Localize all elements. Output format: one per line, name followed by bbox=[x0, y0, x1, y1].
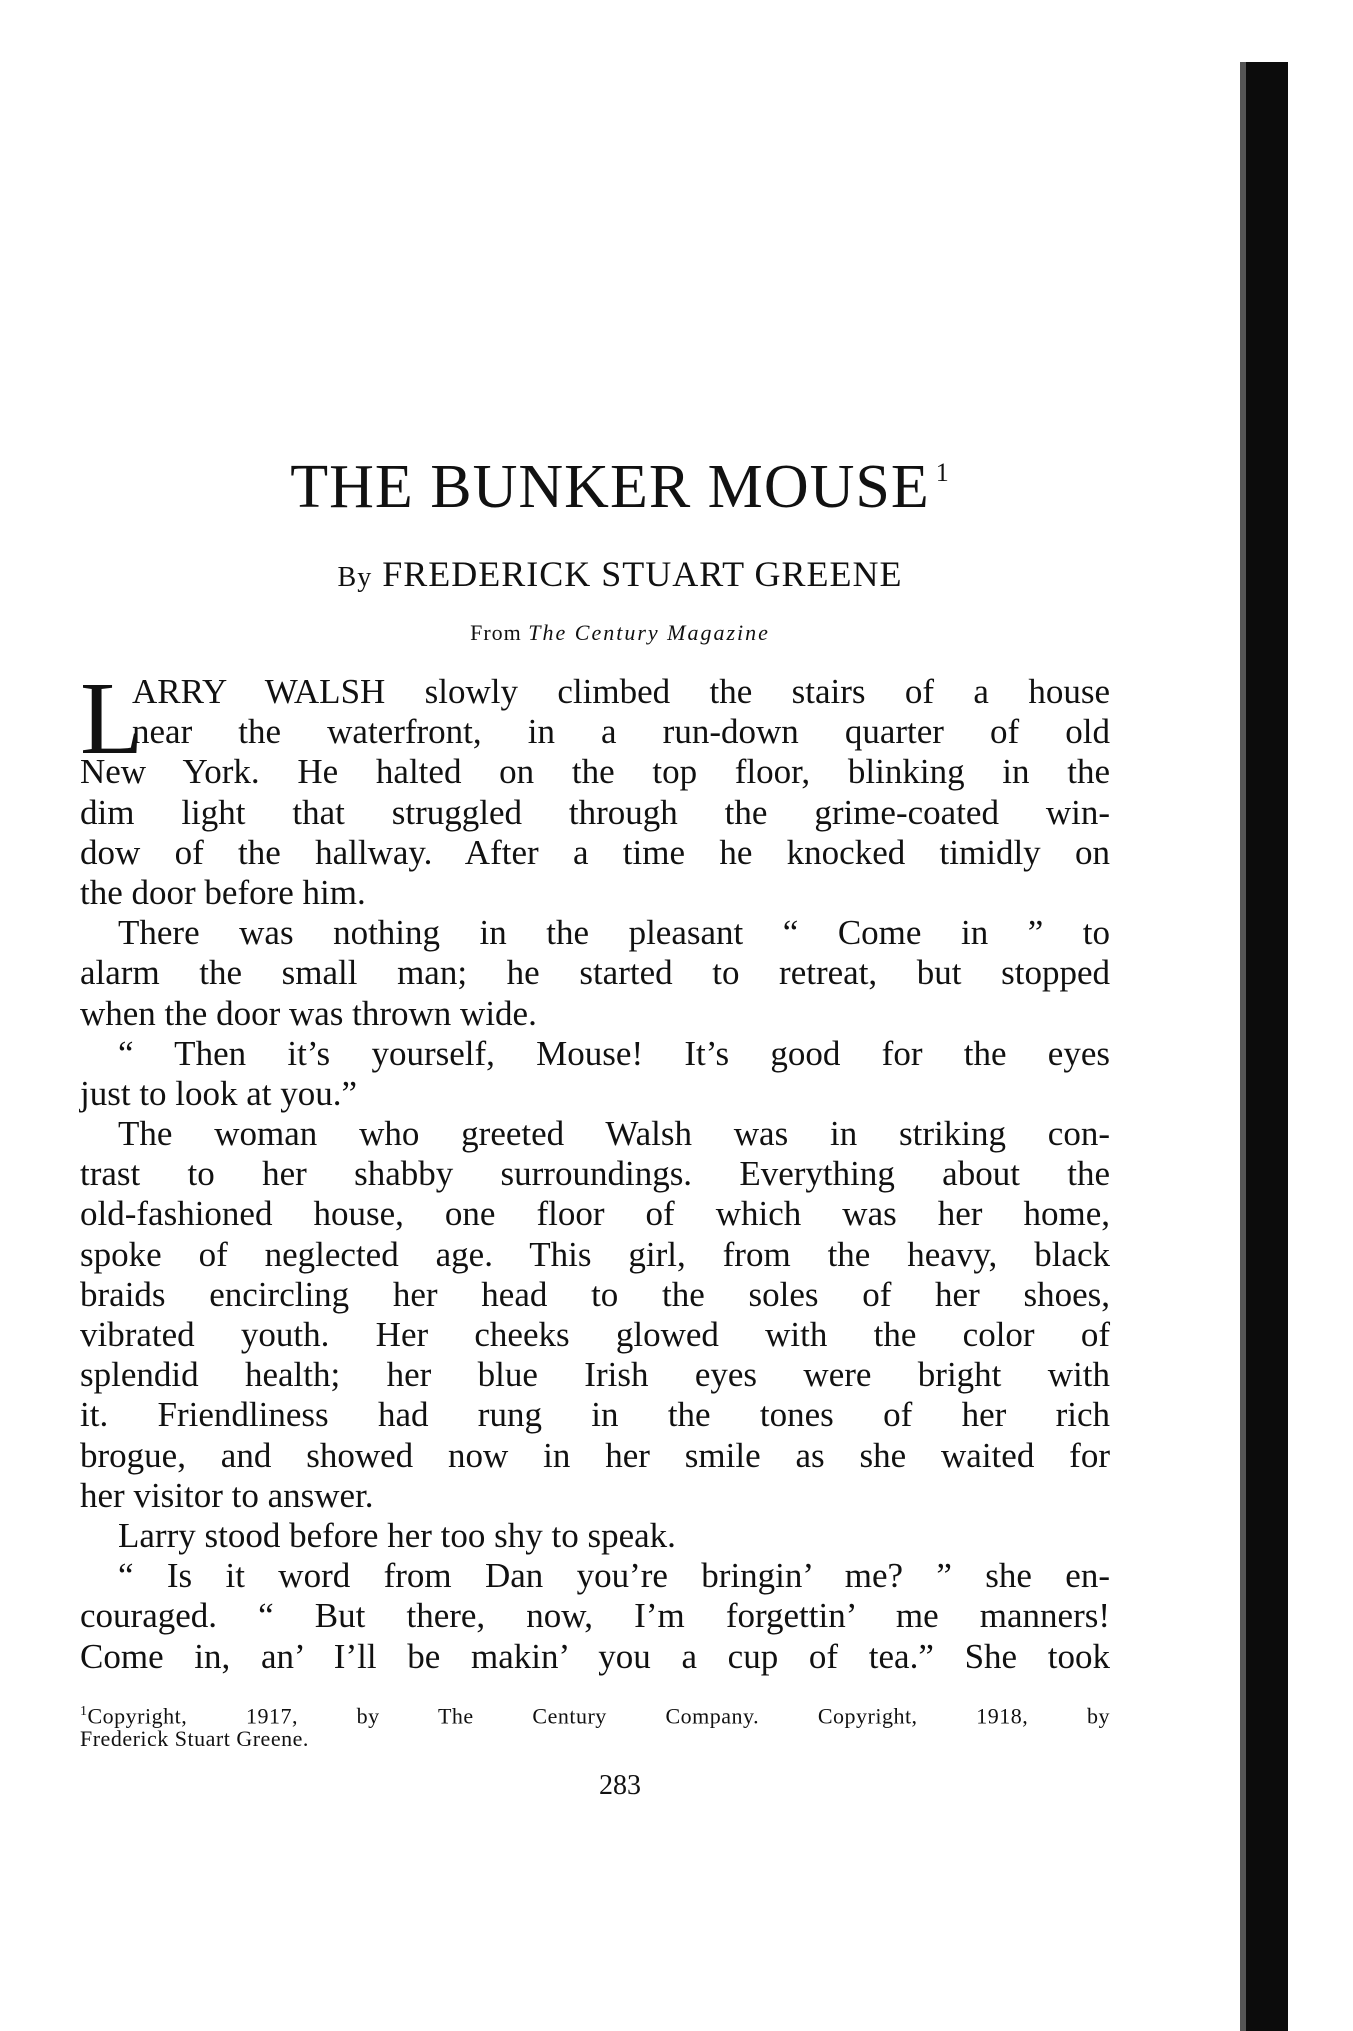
page-number: 283 bbox=[599, 1770, 641, 1801]
byline-by: By bbox=[337, 562, 373, 593]
footnote-line-1 bbox=[80, 1700, 1110, 1727]
text-line: Come in, an’ I’ll be makin’ you a cup of tea.” She took bbox=[80, 1636, 1110, 1676]
text-line: near the waterfront, in a run-down quarter of old bbox=[132, 712, 1110, 752]
text-line: the door before him. bbox=[80, 872, 366, 912]
text-line: dow of the hallway. After a time he knocked timidly on bbox=[80, 832, 1110, 872]
text-line: “ Then it’s yourself, Mouse! It’s good for the eyes bbox=[118, 1033, 1110, 1073]
footnote-line-2: Frederick Stuart Greene. bbox=[80, 1726, 309, 1752]
text-line: braids encircling her head to the soles of her shoes, bbox=[80, 1274, 1110, 1314]
text-line: just to look at you.” bbox=[80, 1073, 358, 1113]
source-publication: The Century Magazine bbox=[528, 620, 770, 645]
text-line: dim light that struggled through the grime-coated win- bbox=[80, 792, 1110, 832]
text-line: spoke of neglected age. This girl, from the heavy, black bbox=[80, 1234, 1110, 1274]
body-text bbox=[80, 661, 1110, 1677]
text-line: trast to her shabby surroundings. Everything about the bbox=[80, 1154, 1110, 1194]
title-footnote-mark: 1 bbox=[935, 458, 950, 487]
byline bbox=[0, 553, 1240, 595]
source-line bbox=[0, 620, 1240, 646]
text-line: New York. He halted on the top floor, blinking in the bbox=[80, 752, 1110, 792]
text-line: vibrated youth. Her cheeks glowed with the color of bbox=[80, 1315, 1110, 1354]
footnote-text-1: Copyright, 1917, by The Century Company. Copyright, 1918, by bbox=[87, 1703, 1110, 1729]
text-line: old-fashioned house, one floor of which was her home, bbox=[80, 1194, 1110, 1234]
source-prefix: From bbox=[470, 620, 522, 645]
text-line: brogue, and showed now in her smile as she waited for bbox=[80, 1435, 1110, 1475]
text-line: couraged. “ But there, now, I’m forgettin’ me manners! bbox=[80, 1596, 1110, 1636]
footnote bbox=[80, 1700, 1110, 1750]
text-line: her visitor to answer. bbox=[80, 1475, 374, 1515]
text-line: alarm the small man; he started to retreat, but stopped bbox=[80, 953, 1110, 993]
page-title bbox=[0, 452, 1240, 523]
text-line: “ Is it word from Dan you’re bringin’ me? ” she en- bbox=[118, 1556, 1110, 1596]
text-line: it. Friendliness had rung in the tones of her rich bbox=[80, 1395, 1110, 1435]
text-line: splendid health; her blue Irish eyes were bright with bbox=[80, 1355, 1110, 1395]
text-line: Larry stood before her too shy to speak. bbox=[118, 1515, 676, 1555]
text-line: when the door was thrown wide. bbox=[80, 993, 537, 1033]
title-text: THE BUNKER MOUSE bbox=[290, 453, 930, 521]
byline-author: FREDERICK STUART GREENE bbox=[382, 554, 903, 594]
text-line: ARRY WALSH slowly climbed the stairs of a house bbox=[132, 672, 1110, 711]
drop-cap: L bbox=[80, 661, 144, 776]
binding-edge bbox=[1246, 62, 1288, 2031]
text-line: The woman who greeted Walsh was in striking con- bbox=[118, 1114, 1110, 1154]
text-line: There was nothing in the pleasant “ Come in ” to bbox=[118, 913, 1110, 953]
footnote-mark: 1 bbox=[80, 1704, 88, 1719]
